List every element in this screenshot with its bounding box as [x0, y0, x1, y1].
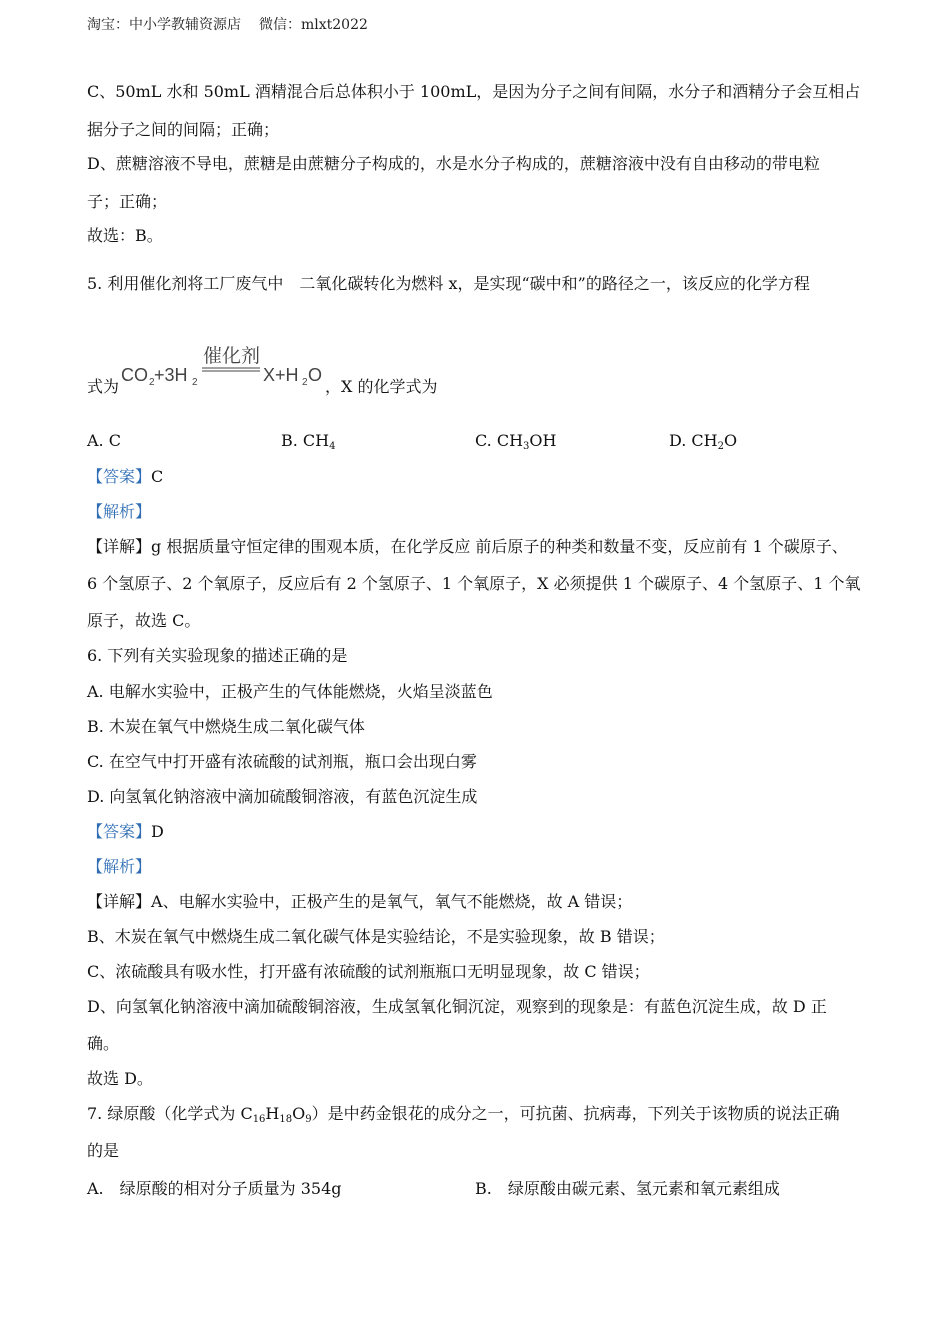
q7-option-a: A. 绿原酸的相对分子质量为 354g	[87, 1179, 342, 1198]
q5-option-b-subscript: 4	[329, 441, 336, 452]
q5-answer-value: C	[151, 467, 164, 486]
q6-option-b: B. 木炭在氧气中燃烧生成二氧化碳气体	[87, 717, 365, 736]
q5-detail-line2: 6 个氢原子、2 个氧原子，反应后有 2 个氢原子、1 个氧原子，X 必须提供 1 个碳原子、4 个氢原子、1 个氧	[87, 574, 861, 593]
q6-answer	[87, 822, 164, 842]
q5-option-d-subscript: 2	[717, 441, 724, 452]
q7-stem-pre: 7. 绿原酸（化学式为 C	[87, 1104, 253, 1123]
q7-o-subscript: 9	[305, 1114, 312, 1125]
q4-option-d-explanation-line1: D、蔗糖溶液不导电，蔗糖是由蔗糖分子构成的，水是水分子构成的，蔗糖溶液中没有自由移动的带电粒	[87, 154, 820, 173]
q6-answer-label: 【答案】	[87, 822, 152, 841]
q5-option-b-text: B. CH	[281, 431, 330, 450]
q6-stem: 6. 下列有关实验现象的描述正确的是	[87, 646, 348, 665]
equation-h-subscript: 2	[192, 377, 198, 388]
q6-detail-c: C、浓硫酸具有吸水性，打开盛有浓硫酸的试剂瓶瓶口无明显现象，故 C 错误；	[87, 962, 650, 981]
equation-catalyst: 催化剂	[203, 345, 261, 367]
q7-c-subscript: 16	[252, 1114, 266, 1125]
equation-product-o: O	[308, 365, 323, 385]
shop-name: 淘宝：中小学教辅资源店	[87, 17, 241, 33]
q5-answer	[87, 467, 163, 487]
q5-answer-label: 【答案】	[87, 467, 152, 486]
equation-co: CO	[121, 365, 148, 385]
q4-conclusion: 故选：B。	[87, 226, 163, 245]
q5-option-d	[669, 431, 737, 450]
q6-detail-a	[87, 892, 632, 912]
q6-detail-a-text: A、电解水实验中，正极产生的是氧气，氧气不能燃烧，故 A 错误；	[151, 892, 633, 911]
equation-product-subscript: 2	[302, 377, 308, 388]
q5-option-d-tail: O	[724, 431, 738, 450]
q5-detail-text1: g 根据质量守恒定律的围观本质，在化学反应 前后原子的种类和数量不变，反应前有 1 个碳原子、	[151, 537, 848, 556]
q5-detail-line3: 原子，故选 C。	[87, 611, 201, 630]
q5-detail-label: 【详解】	[87, 537, 152, 556]
equation-product-x: X+H	[263, 365, 299, 385]
q7-h-subscript: 18	[279, 1114, 293, 1125]
q5-option-c-text: C. CH	[475, 431, 524, 450]
q7-stem-post: ）是中药金银花的成分之一，可抗菌、抗病毒，下列关于该物质的说法正确	[311, 1104, 840, 1123]
q4-option-c-explanation-line2: 据分子之间的间隔；正确；	[87, 120, 280, 139]
chemical-equation	[120, 340, 325, 400]
q5-analysis-label: 【解析】	[87, 502, 152, 521]
q6-option-d: D. 向氢氧化钠溶液中滴加硫酸铜溶液，有蓝色沉淀生成	[87, 787, 478, 806]
q5-option-c-subscript: 3	[523, 441, 530, 452]
q5-stem-suffix: ，X 的化学式为	[325, 377, 438, 396]
q5-option-c-tail: OH	[529, 431, 557, 450]
wechat-id: 微信：mlxt2022	[259, 17, 368, 33]
q6-conclusion: 故选 D。	[87, 1069, 153, 1088]
q6-option-c: C. 在空气中打开盛有浓硫酸的试剂瓶，瓶口会出现白雾	[87, 752, 477, 771]
equation-plus-3h: +3H	[154, 365, 188, 385]
q6-detail-b: B、木炭在氧气中燃烧生成二氧化碳气体是实验结论，不是实验现象，故 B 错误；	[87, 927, 665, 946]
q5-equation-row	[87, 340, 587, 400]
equation-co-subscript: 2	[149, 377, 155, 388]
page-header	[87, 14, 368, 34]
q7-option-b: B. 绿原酸由碳元素、氢元素和氧元素组成	[475, 1179, 780, 1198]
q5-detail-line1	[87, 537, 848, 557]
q7-stem-line1	[87, 1104, 840, 1124]
q7-stem-line2: 的是	[87, 1141, 120, 1160]
q6-detail-label: 【详解】	[87, 892, 152, 911]
q5-option-c	[475, 431, 557, 450]
q5-stem-prefix: 式为	[87, 377, 120, 396]
q5-option-d-text: D. CH	[669, 431, 718, 450]
q6-detail-d-line2: 确。	[87, 1034, 120, 1053]
q5-option-a: A. C	[87, 431, 121, 450]
q6-detail-d-line1: D、向氢氧化钠溶液中滴加硫酸铜溶液，生成氢氧化铜沉淀，观察到的现象是：有蓝色沉淀生成，故 D 正	[87, 997, 827, 1016]
q6-answer-value: D	[151, 822, 164, 841]
q4-option-c-explanation-line1: C、50mL 水和 50mL 酒精混合后总体积小于 100mL，是因为分子之间有间隔，水分子和酒精分子会互相占	[87, 82, 861, 101]
q6-analysis-label: 【解析】	[87, 857, 152, 876]
q5-stem-line1: 5. 利用催化剂将工厂废气中 二氧化碳转化为燃料 x，是实现“碳中和”的路径之一，该反应的化学方程	[87, 274, 810, 293]
q6-option-a: A. 电解水实验中，正极产生的气体能燃烧，火焰呈淡蓝色	[87, 682, 493, 701]
q7-o: O	[292, 1104, 306, 1123]
q7-h: H	[265, 1104, 280, 1123]
q5-option-b	[281, 431, 336, 450]
q4-option-d-explanation-line2: 子；正确；	[87, 192, 168, 211]
